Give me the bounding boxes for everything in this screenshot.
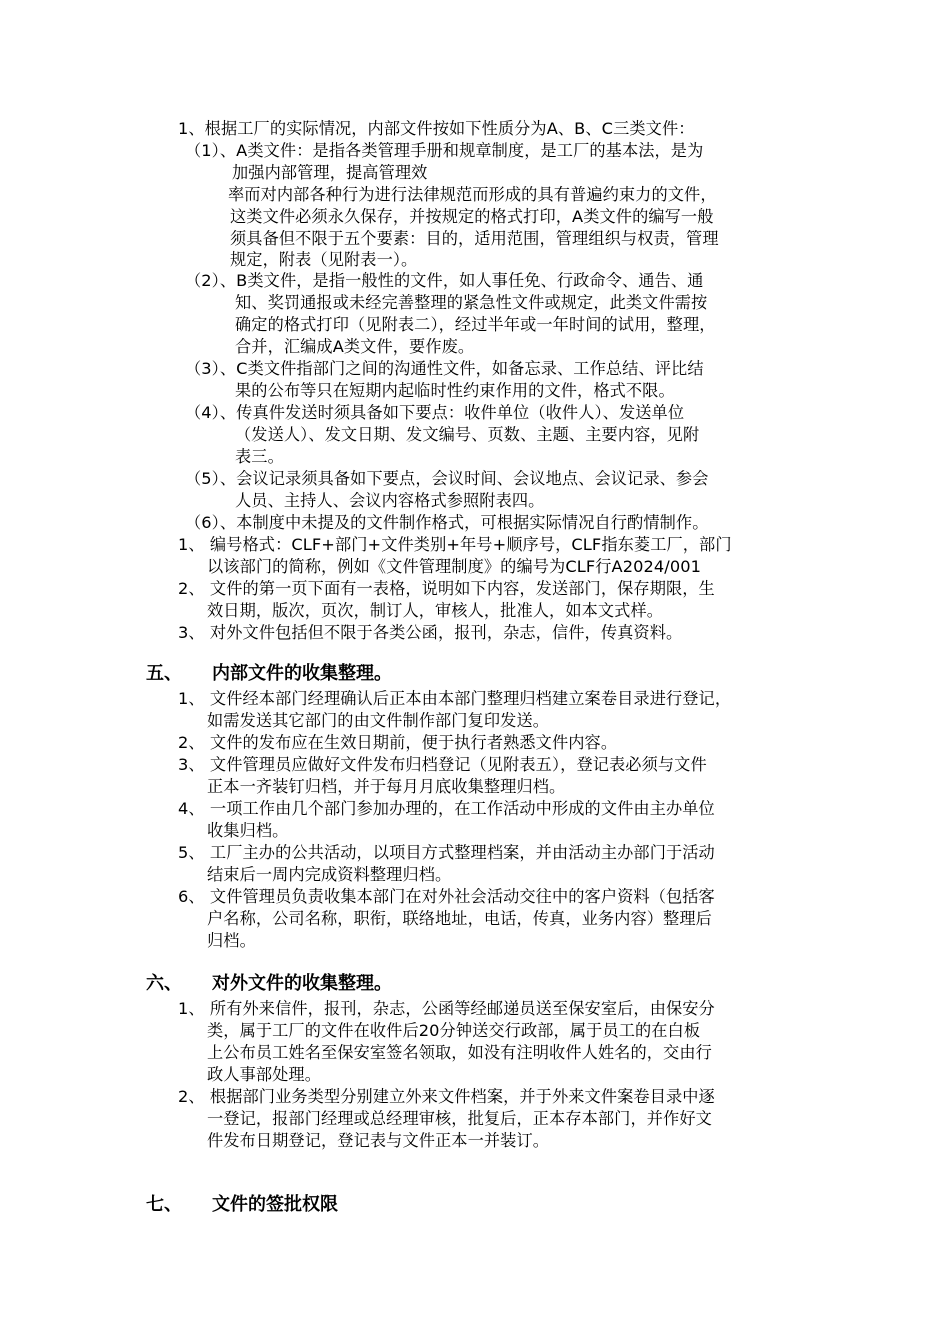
- section-number: 五、: [146, 663, 182, 684]
- para-line: 5、 工厂主办的公共活动，以项目方式整理档案，并由活动主办部门于活动: [178, 843, 715, 862]
- para-line: 1、 编号格式：CLF+部门+文件类别+年号+顺序号，CLF指东菱工厂，部门: [178, 535, 732, 554]
- para-line: （3）、C类文件指部门之间的沟通性文件，如备忘录、工作总结、评比结: [185, 359, 704, 378]
- para-line: 正本一齐装钉归档，并于每月月底收集整理归档。: [207, 777, 566, 796]
- para-line: 1、根据工厂的实际情况，内部文件按如下性质分为A、B、C三类文件：: [178, 119, 695, 138]
- para-line: （2）、B类文件，是指一般性的文件，如人事任免、行政命令、通告、通: [185, 271, 704, 290]
- section-title: 内部文件的收集整理。: [212, 663, 392, 684]
- para-line: 政人事部处理。: [207, 1065, 322, 1084]
- para-line: （5）、会议记录须具备如下要点，会议时间、会议地点、会议记录、参会: [185, 469, 709, 488]
- para-line: 6、 文件管理员负责收集本部门在对外社会活动交往中的客户资料（包括客: [178, 887, 715, 906]
- para-line: 2、 根据部门业务类型分别建立外来文件档案，并于外来文件案卷目录中逐: [178, 1087, 715, 1106]
- section-6-heading: [146, 972, 392, 996]
- para-line: 以该部门的简称，例如《文件管理制度》的编号为CLF行A2024/001: [207, 557, 702, 576]
- para-line: 人员、主持人、会议内容格式参照附表四。: [235, 491, 545, 510]
- para-line: （发送人）、发文日期、发文编号、页数、主题、主要内容，见附: [235, 425, 700, 444]
- para-line: 这类文件必须永久保存，并按规定的格式打印，A类文件的编写一般: [230, 207, 714, 226]
- para-line: 果的公布等只在短期内起临时性约束作用的文件，格式不限。: [235, 381, 675, 400]
- para-line: 1、 文件经本部门经理确认后正本由本部门整理归档建立案卷目录进行登记，: [178, 689, 732, 708]
- para-line: 合并，汇编成A类文件，要作废。: [235, 337, 475, 356]
- para-line: 一登记，报部门经理或总经理审核，批复后，正本存本部门，并作好文: [207, 1109, 712, 1128]
- para-line: 规定，附表（见附表一）。: [230, 250, 418, 269]
- para-line: 须具备但不限于五个要素：目的，适用范围，管理组织与权责，管理: [230, 229, 719, 248]
- para-line: 户名称，公司名称，职衔，联络地址，电话，传真，业务内容）整理后: [207, 909, 712, 928]
- para-line: 表三。: [235, 447, 284, 466]
- para-line: 结束后一周内完成资料整理归档。: [207, 865, 452, 884]
- section-number: 六、: [146, 973, 182, 994]
- para-line: 知、奖罚通报或未经完善整理的紧急性文件或规定，此类文件需按: [235, 293, 708, 312]
- para-line: 3、 对外文件包括但不限于各类公函，报刊，杂志，信件，传真资料。: [178, 623, 683, 642]
- para-line: 1、 所有外来信件，报刊，杂志，公函等经邮递员送至保安室后，由保安分: [178, 999, 715, 1018]
- para-line: 3、 文件管理员应做好文件发布归档登记（见附表五），登记表必须与文件: [178, 755, 707, 774]
- section-title: 文件的签批权限: [212, 1194, 338, 1215]
- para-line: 确定的格式打印（见附表二），经过半年或一年时间的试用，整理，: [235, 315, 716, 334]
- para-line: 2、 文件的第一页下面有一表格，说明如下内容，发送部门，保存期限，生: [178, 579, 715, 598]
- para-line: 件发布日期登记，登记表与文件正本一并装订。: [207, 1131, 550, 1150]
- para-line: 上公布员工姓名至保安室签名领取，如没有注明收件人姓名的，交由行: [207, 1043, 712, 1062]
- para-line: （4）、传真件发送时须具备如下要点：收件单位（收件人）、发送单位: [185, 403, 685, 422]
- para-line: 效日期，版次，页次，制订人，审核人，批准人，如本文式样。: [207, 601, 664, 620]
- section-title: 对外文件的收集整理。: [212, 973, 392, 994]
- para-line: 加强内部管理，提高管理效: [232, 163, 428, 182]
- para-line: （6）、本制度中未提及的文件制作格式，可根据实际情况自行酌情制作。: [185, 513, 709, 532]
- para-line: 如需发送其它部门的由文件制作部门复印发送。: [207, 711, 550, 730]
- para-line: 归档。: [207, 931, 256, 950]
- para-line: 2、 文件的发布应在生效日期前，便于执行者熟悉文件内容。: [178, 733, 618, 752]
- para-line: 4、 一项工作由几个部门参加办理的，在工作活动中形成的文件由主办单位: [178, 799, 715, 818]
- section-5-heading: [146, 662, 392, 686]
- section-number: 七、: [146, 1194, 182, 1215]
- para-line: 率而对内部各种行为进行法律规范而形成的具有普遍约束力的文件，: [228, 185, 717, 204]
- para-line: 收集归档。: [207, 821, 289, 840]
- section-7-heading: [146, 1193, 338, 1217]
- para-line: 类，属于工厂的文件在收件后20分钟送交行政部，属于员工的在白板: [207, 1021, 701, 1040]
- para-line: （1）、A类文件：是指各类管理手册和规章制度，是工厂的基本法，是为: [185, 141, 704, 160]
